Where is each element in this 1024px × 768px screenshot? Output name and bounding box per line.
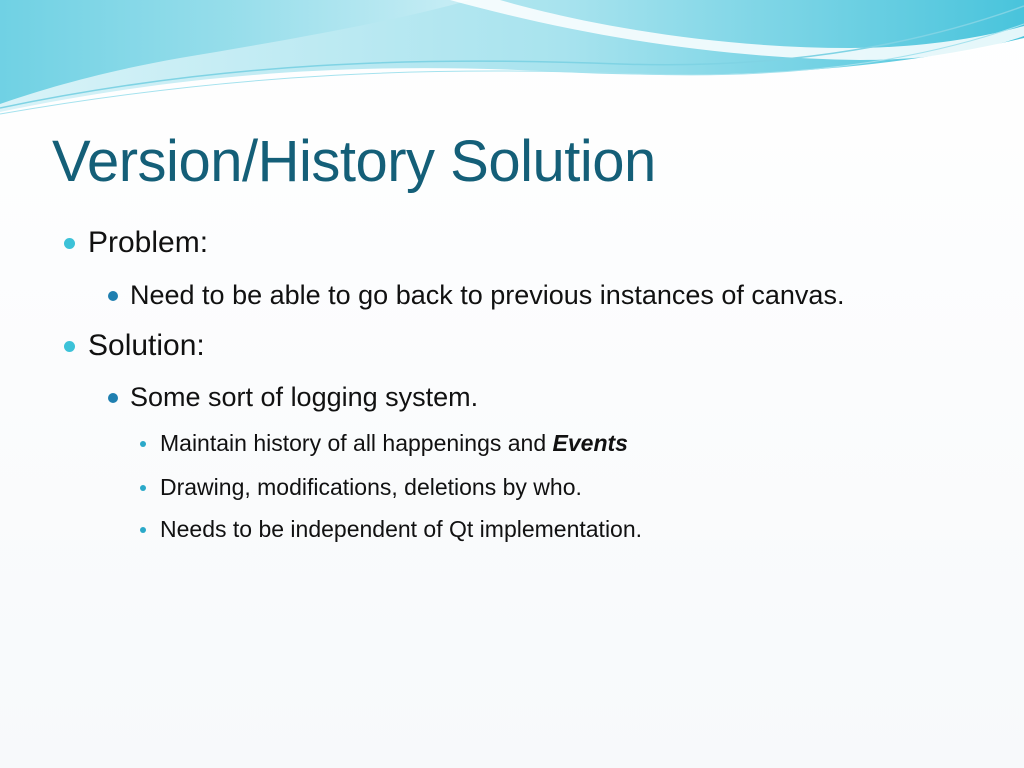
bullet-problem bbox=[64, 226, 208, 260]
bullet-dot-icon bbox=[64, 341, 75, 352]
bullet-dot-icon bbox=[108, 291, 118, 301]
bullet-dot-icon bbox=[140, 527, 146, 533]
bullet-qt-independent bbox=[140, 516, 642, 543]
bullet-label: Solution: bbox=[88, 329, 205, 362]
bullet-dot-icon bbox=[108, 393, 118, 403]
bullet-dot-icon bbox=[64, 238, 75, 249]
bullet-label: Some sort of logging system. bbox=[130, 382, 479, 412]
bullet-text: Maintain history of all happenings and bbox=[160, 430, 553, 456]
bullet-label: Needs to be independent of Qt implementation. bbox=[160, 516, 643, 542]
bullet-dot-icon bbox=[140, 441, 146, 447]
slide-title: Version/History Solution bbox=[52, 129, 656, 194]
header-wave-decoration bbox=[0, 0, 1024, 120]
bullet-label bbox=[160, 430, 628, 457]
events-emphasis: Events bbox=[552, 430, 628, 456]
bullet-label: Need to be able to go back to previous instances of canvas. bbox=[130, 280, 845, 310]
bullet-solution bbox=[64, 329, 205, 363]
bullet-logging-system bbox=[108, 382, 478, 413]
bullet-dot-icon bbox=[140, 485, 146, 491]
bullet-label: Drawing, modifications, deletions by who. bbox=[160, 474, 582, 500]
bullet-problem-detail bbox=[108, 280, 844, 311]
bullet-drawing-modifications bbox=[140, 474, 582, 501]
bullet-label: Problem: bbox=[88, 226, 209, 259]
bullet-maintain-history bbox=[140, 430, 628, 457]
